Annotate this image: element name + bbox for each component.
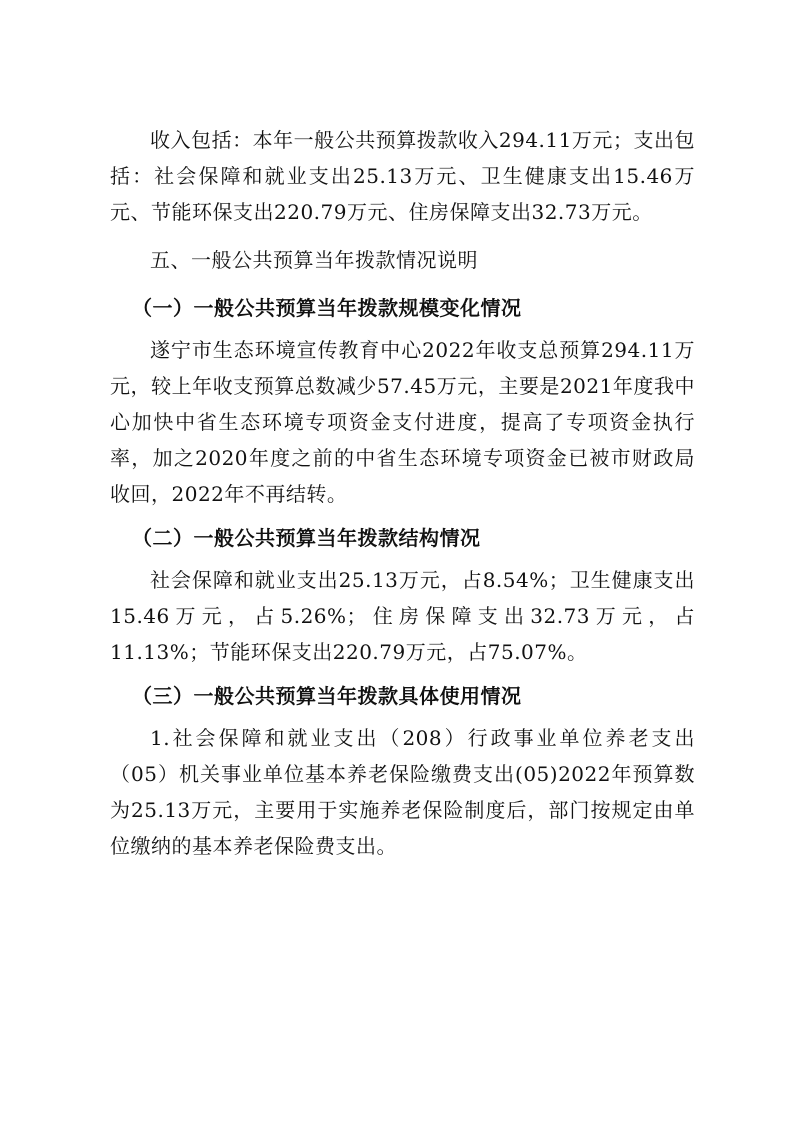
paragraph-income-expenditure: 收入包括：本年一般公共预算拨款收入294.11万元；支出包括：社会保障和就业支出25.13万元、卫生健康支出15.46万元、节能环保支出220.79万元、住房保障支出32.73万元。 [110,128,695,224]
subsection-3-title: （三）一般公共预算当年拨款具体使用情况 [132,684,522,708]
subsection-2-body: 社会保障和就业支出25.13万元，占8.54%；卫生健康支出15.46万元，占5.26%；住房保障支出32.73万元，占11.13%；节能环保支出220.79万元，占75.07%。 [110,568,695,664]
subsection-1-title: （一）一般公共预算当年拨款规模变化情况 [132,296,522,320]
subsection-1-body: 遂宁市生态环境宣传教育中心2022年收支总预算294.11万元，较上年收支预算总数减少57.45万元，主要是2021年度我中心加快中省生态环境专项资金支付进度，提高了专项资金执行率，加之2020年度之前的中省生态环境专项资金已被市财政局收回，2022年不再结转。 [110,338,695,506]
subsection-3-body: 1.社会保障和就业支出（208）行政事业单位养老支出（05）机关事业单位基本养老保险缴费支出(05)2022年预算数为25.13万元，主要用于实施养老保险制度后，部门按规定由单位缴纳的基本养老保险费支出。 [110,726,695,858]
subsection-2-title: （二）一般公共预算当年拨款结构情况 [132,526,481,550]
section-5-title: 五、一般公共预算当年拨款情况说明 [150,248,478,272]
document-body [110,122,695,864]
